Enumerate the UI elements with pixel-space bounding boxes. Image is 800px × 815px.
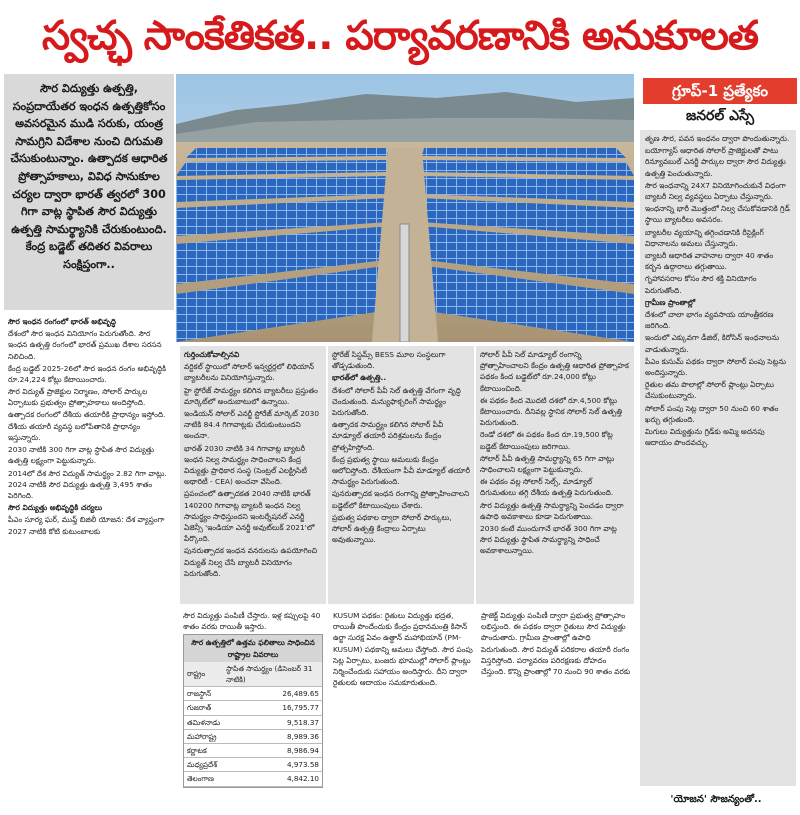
table-row — [184, 701, 322, 715]
capacity-value: 9,518.37 — [223, 715, 322, 729]
bottom-col-2 — [180, 608, 326, 812]
table-row — [184, 687, 322, 701]
courtesy-footer: 'యోజన' సౌజన్యంతో.. — [670, 794, 762, 805]
col5-para: దేశంలో చాలా భాగం వ్యవసాయ యాంత్రీకరణ జరిగింది. — [645, 310, 774, 331]
col5-para: బ్యాటరీ ఆధారిత వాహనాల ద్వారా 40 శాతం కర్బన ఉద్గారాలు తగ్గుతాయి. — [645, 251, 774, 272]
col4-para: 2030 కంటే ముందుగానే భారత్ 300 గిగా వాట్ల సౌర విద్యుత్తు స్థాపిత సామర్థ్యాన్ని సాధించే అవకాశాలున్నాయి. — [480, 524, 617, 556]
col1-para: సౌర విద్యుత్ ప్రాజెక్టుల నిర్మాణం, సోలార్ పార్కుల ఏర్పాటుకు ప్రభుత్వం ప్రోత్సాహకాలు అందిస్తోంది. ఉత్పాదక రంగంలో దేశీయ తయారీకి ప్రాధాన్యం ఇస్తోంది. — [8, 387, 166, 419]
capacity-value: 8,986.94 — [223, 744, 322, 758]
col5-para: బయోగ్యాస్ ఆధారిత సోలార్ ప్రాజెక్టులతో పాటు రిన్యూవబుల్ ఎనర్జీ పార్కుల ద్వారా సౌర విద్యుత్తు ఉత్పత్తి పెంచుతున్నారు. — [645, 146, 786, 178]
col3-para: కేంద్ర ప్రభుత్వ స్థాయి అమలుకు కేంద్రం ఆలోచిస్తోంది. దేశీయంగా పీవీ మాడ్యూల్ తయారీ సామర్థ్యం పెరుగుతుంది. — [332, 454, 471, 487]
col5-intro: తృణ సౌర, పవన ఇంధనం ద్వారా పొందుతున్నారు. — [645, 134, 790, 143]
state-name: కర్ణాటక — [184, 744, 223, 758]
col4-para: సోలార్ పీవీ ఉత్పత్తి సామర్థ్యాన్ని 65 గిగా వాట్లు సాధించాలని లక్ష్యంగా పెట్టుకున్నారు. — [480, 453, 615, 475]
bottom-col-3 — [330, 608, 476, 812]
capacity-value: 4,842.10 — [223, 772, 322, 786]
bottom-col-4 — [478, 608, 634, 812]
col3-intro: స్టోరేజ్ సిస్టమ్స్ BESS మూల సంస్థలుగా తోడ్పడుతుంది. — [332, 350, 446, 371]
column-3 — [328, 346, 474, 604]
col1-heading: సౌర ఇంధన రంగంలో భారత్ అభివృద్ధి — [8, 317, 116, 326]
capacity-value: 26,489.65 — [223, 687, 322, 701]
col2-para: భారత్ 2030 నాటికి 34 గిగావాట్ల బ్యాటరీ ఇంధన నిల్వ సామర్థ్యం సాధించాలని కేంద్ర విద్యుత్తు ప్రాధికార సంస్థ (సెంట్రల్ ఎలక్ట్రిసిటీ అథారిటీ - CEA) అంచనా వేసింది. — [184, 443, 307, 487]
col4-para: ఈ పథకం కింద మొదటి దశలో రూ.4,500 కోట్లు కేటాయించారు. దీనివల్ల స్థానిక సోలార్ సెల్ ఉత్పత్తి పెరుగుతుంది. — [480, 395, 623, 428]
state-name: మహారాష్ట్ర — [184, 729, 223, 743]
column-1 — [4, 314, 174, 812]
col2-para: హై స్టోరేజ్ సామర్థ్యం కలిగిన బ్యాటరీలు ప్రస్తుతం మార్కెట్‌లో అందుబాటులో ఉన్నాయి. — [184, 385, 318, 406]
col1-para: దేశీయ తయారీ వ్యవస్థ బలోపేతానికి ప్రాధాన్యం ఇస్తున్నారు. — [8, 421, 141, 443]
table-row — [184, 772, 322, 786]
col4-para: రెండో దశలో ఈ పథకం కింద రూ.19,500 కోట్ల బడ్జెట్ కేటాయింపులు జరిగాయి. — [480, 430, 613, 451]
col3-para: ప్రభుత్వ పథకాల ద్వారా సోలార్ పార్కులు, సోలార్ ఉత్పత్తి కేంద్రాలు ఏర్పాటు అవుతున్నాయి. — [332, 512, 452, 545]
col5-para: రైతుల తమ పొలాల్లో సోలార్ ప్లాంట్లు ఏర్పాటు చేసుకుంటున్నారు. — [645, 380, 774, 401]
capacity-table — [184, 662, 322, 787]
page-headline: స్వచ్ఛ సాంకేతికత.. పర్యావరణానికి అనుకూలత — [0, 0, 800, 72]
capacity-value: 16,795.77 — [223, 701, 322, 715]
table-title: సౌర ఉత్పత్తిలో ఉత్తమ ఫలితాలు సాధించిన రాష్ట్రాల వివరాలు — [184, 635, 322, 661]
column-4 — [476, 346, 634, 604]
state-name: మధ్యప్రదేశ్ — [184, 758, 223, 772]
col3-heading: భారత్‌లో ఉత్పత్తి.. — [332, 373, 387, 383]
state-capacity-table — [183, 634, 323, 787]
state-name: రాజస్థాన్ — [184, 687, 223, 701]
col5-para: బ్యాటరీల వ్యయాన్ని తగ్గించడానికి రీసైక్లింగ్ విధానాలను అమలు చేస్తున్నారు. — [645, 227, 764, 248]
capacity-value: 8,989.36 — [223, 729, 322, 743]
column-5 — [640, 130, 796, 786]
col4-para: సౌర విద్యుత్తు ఉత్పత్తి సామర్థ్యాన్ని పెంచడం ద్వారా ఉపాధి అవకాశాలు కూడా పెరుగుతాయి. — [480, 500, 624, 521]
col4-para: సోలార్ పీవీ సెల్ మాడ్యూల్ రంగాన్ని ప్రోత్సాహించాలని కేంద్రం ఉత్పత్తి ఆధారిత ప్రోత్సాహక పథకం కింద బడ్జెట్‌లో రూ.24,000 కోట్లు కేటాయించింది. — [480, 350, 629, 393]
table-row — [184, 715, 322, 729]
col1-para: దేశంలో సౌర ఇంధన వినియోగం పెరుగుతోంది. సౌర ఇంధన ఉత్పత్తి రంగంలో భారత్ ప్రముఖ దేశాల సరసన నిలిచింది. — [8, 329, 162, 361]
col1-para: 2014లో దేశ సౌర విద్యుత్ సామర్థ్యం 2.82 గిగా వాట్లు. 2024 నాటికి సౌర విద్యుత్తు ఉత్పత్తి 3,495 శాతం పెరిగింది. — [8, 468, 167, 501]
col5-para: మిగులు విద్యుత్తును గ్రిడ్‌కు అమ్మి అదనపు ఆదాయం పొందవచ్చు. — [645, 427, 765, 448]
bottom-text: KUSUM పథకం: రైతులు విద్యుత్తు భద్రత, రాయితీ పొందేందుకు కేంద్రం ప్రధానమంత్రి కిసాన్ ఉర్జా సురక్ష ఏవం ఉత్థాన్ మహాభియాన్ (PM-KUSUM) పథకాన్ని అమలు చేస్తోంది. సౌర పంపు సెట్ల ఏర్పాటు, బంజరు భూముల్లో సోలార్ ప్లాంట్లు నిర్మించేందుకు సహాయం అందిస్తారు. దీని ద్వారా రైతులకు ఆదాయం సమకూరుతుంది. — [333, 611, 473, 688]
group1-special-badge: గ్రూప్-1 ప్రత్యేకం — [643, 78, 797, 104]
table-row — [184, 729, 322, 743]
col1-heading-2: సౌర విద్యుత్తు అభివృద్ధికి చర్యలు — [8, 503, 103, 513]
col1-para: పీఎం సూర్య ఘర్, ముఫ్త్ బిజిలీ యోజన: దేశ వ్యాప్తంగా 2027 నాటికి కోటి కుటుంబాలకు — [8, 515, 165, 536]
bottom-text: సౌర విద్యుత్తు పంపిణీ చేస్తారు. ఇళ్ల కప్పులపై 40 శాతం వరకు రాయితీ ఇస్తారు. — [183, 611, 321, 632]
byline: జనరల్ ఎస్సే — [685, 108, 754, 124]
col5-para: గృహావసరాల కోసం సౌర శక్తి వినియోగం పెరుగుతోంది. — [645, 274, 757, 295]
capacity-value: 4,973.58 — [223, 758, 322, 772]
col5-heading: గ్రామీణ ప్రాంతాల్లో — [645, 297, 696, 307]
col1-para: కేంద్ర బడ్జెట్ 2025-26లో సౌర ఇంధన రంగం అభివృద్ధికి రూ.24,224 కోట్లు కేటాయించారు. — [8, 363, 167, 385]
state-name: తమిళనాడు — [184, 715, 223, 729]
col5-para: ఇందులో ఎక్కువగా డీజిల్, కిరోసిన్ ఇంధనాలను వాడుతున్నారు. — [645, 333, 780, 354]
table-row — [184, 758, 322, 772]
col2-para: ప్రపంచంలో ఉత్పాదకత 2040 నాటికి భారత్ 140200 గిగావాట్ల బ్యాటరీ ఇంధన నిల్వ సామర్థ్యం సాధిస్తుందని ఇంటర్నేషనల్ ఎనర్జీ ఏజెన్సీ 'ఇండియా ఎనర్జీ అవుట్‌లుక్ 2021'లో పేర్కొంది. — [184, 489, 315, 544]
col3-para: దేశంలో సోలార్ పీవీ సెల్ ఉత్పత్తి వేగంగా వృద్ధి చెందుతుంది. మన్యుఫాక్చరింగ్ సామర్థ్యం పెరుగుతోంది. — [332, 385, 461, 418]
table-row — [184, 744, 322, 758]
intro-summary: సౌర విద్యుత్తు ఉత్పత్తి, సంప్రదాయేతర ఇంధన ఉత్పత్తికోసం అవసరమైన ముడి సరుకు, యంత్ర సామగ్రిని విదేశాల నుంచి దిగుమతి చేసుకుంటున్నాం. ఉత్పాదక ఆధారిత ప్రోత్సాహకాలు, వివిధ సానుకూల చర్యల ద్వారా భారత్ త్వరలో 300 గిగా వాట్ల స్థాపిత సౌర విద్యుత్తు ఉత్పత్తి సామర్థ్యానికి చేరుకుంటుంది. కేంద్ర బడ్జెట్ తదితర వివరాలు సంక్షిప్తంగా.. — [4, 74, 174, 310]
state-name: గుజరాత్ — [184, 701, 223, 715]
bottom-text: ప్రాజెక్ట్ విద్యుత్తు పంపిణీ ద్వారా ప్రభుత్వ ప్రోత్సాహం లభిస్తుంది. ఈ పథకం ద్వారా రైతులు సౌర విద్యుత్తు పొందుతారు. గ్రామీణ ప్రాంతాల్లో ఉపాధి పెరుగుతుంది. సౌర విద్యుత్ పరికరాల తయారీ రంగం విస్తరిస్తోంది. పర్యావరణ పరిరక్షణకు దోహదం చేస్తుంది. కొన్ని ప్రాంతాల్లో 70 నుంచి 90 శాతం వరకు — [481, 611, 631, 677]
col1-para: 2030 నాటికి 300 గిగా వాట్ల స్థాపిత సౌర విద్యుత్తు ఉత్పత్తి లక్ష్యంగా పెట్టుకున్నారు. — [8, 445, 155, 466]
col4-para: ఈ పథకం వల్ల సోలార్ సెల్స్, మాడ్యూల్ దిగుమతులు తగ్గి దేశీయ ఉత్పత్తి పెరుగుతుంది. — [480, 477, 614, 498]
table-header: స్థాపిత సామర్థ్యం (డిసెంబర్ 31 నాటికి) — [223, 662, 322, 687]
col2-para: వర్టికల్ స్థాయిలో సోలార్ ఇన్వర్టర్లలో లిథియాన్ బ్యాటరీలను వినియోగిస్తున్నారు. — [184, 362, 314, 383]
state-name: తెలంగాణ — [184, 772, 223, 786]
col3-para: ఉత్పాదక సామర్థ్యం కలిగిన సోలార్ పీవీ మాడ్యూల్ తయారీ పరిశ్రమలను కేంద్రం ప్రోత్సహిస్తోంది. — [332, 420, 444, 452]
solar-farm-photo — [176, 74, 634, 342]
col5-para: పీఎం కుసుమ్ పథకం ద్వారా సోలార్ పంపు సెట్లను అందిస్తున్నారు. — [645, 356, 787, 378]
column-2 — [180, 346, 326, 604]
col5-para: ఇంధనాన్ని భారీ మొత్తంలో నిల్వ చేసుకోవడానికి గ్రిడ్ స్థాయి బ్యాటరీలు అవసరం. — [645, 204, 790, 225]
col3-para: పునరుత్పాదక ఇంధన రంగాన్ని ప్రోత్సాహించాలని బడ్జెట్‌లో కేటాయింపులు చేశారు. — [332, 489, 470, 510]
table-header: రాష్ట్రం — [184, 662, 223, 687]
col5-para: సోలార్ పంపు సెట్ల ద్వారా 50 నుంచి 60 శాతం ఖర్చు తగ్గుతుంది. — [645, 403, 779, 424]
solar-farm-illustration — [176, 74, 634, 342]
col5-para: సౌర ఇంధనాన్ని 24X7 వినియోగించుకునే విధంగా బ్యాటరీ నిల్వ వ్యవస్థలు ఏర్పాటు చేస్తున్నారు. — [645, 180, 786, 202]
col2-para: పునరుత్పాదక ఇంధన వనరులను ఉపయోగించి విద్యుత్ నిల్వ చేసే బ్యాటరీ వినియోగం పెరుగుతోంది. — [184, 546, 318, 578]
col2-para: ఇండియన్ సోలార్ ఎనర్జీ స్టోరేజ్ మార్కెట్ 2030 నాటికి 84.4 గిగావాట్లకు చేరుకుంటుందని అంచనా. — [184, 409, 320, 441]
col2-heading: గుర్తించుకోవాల్సినవి — [184, 350, 240, 359]
